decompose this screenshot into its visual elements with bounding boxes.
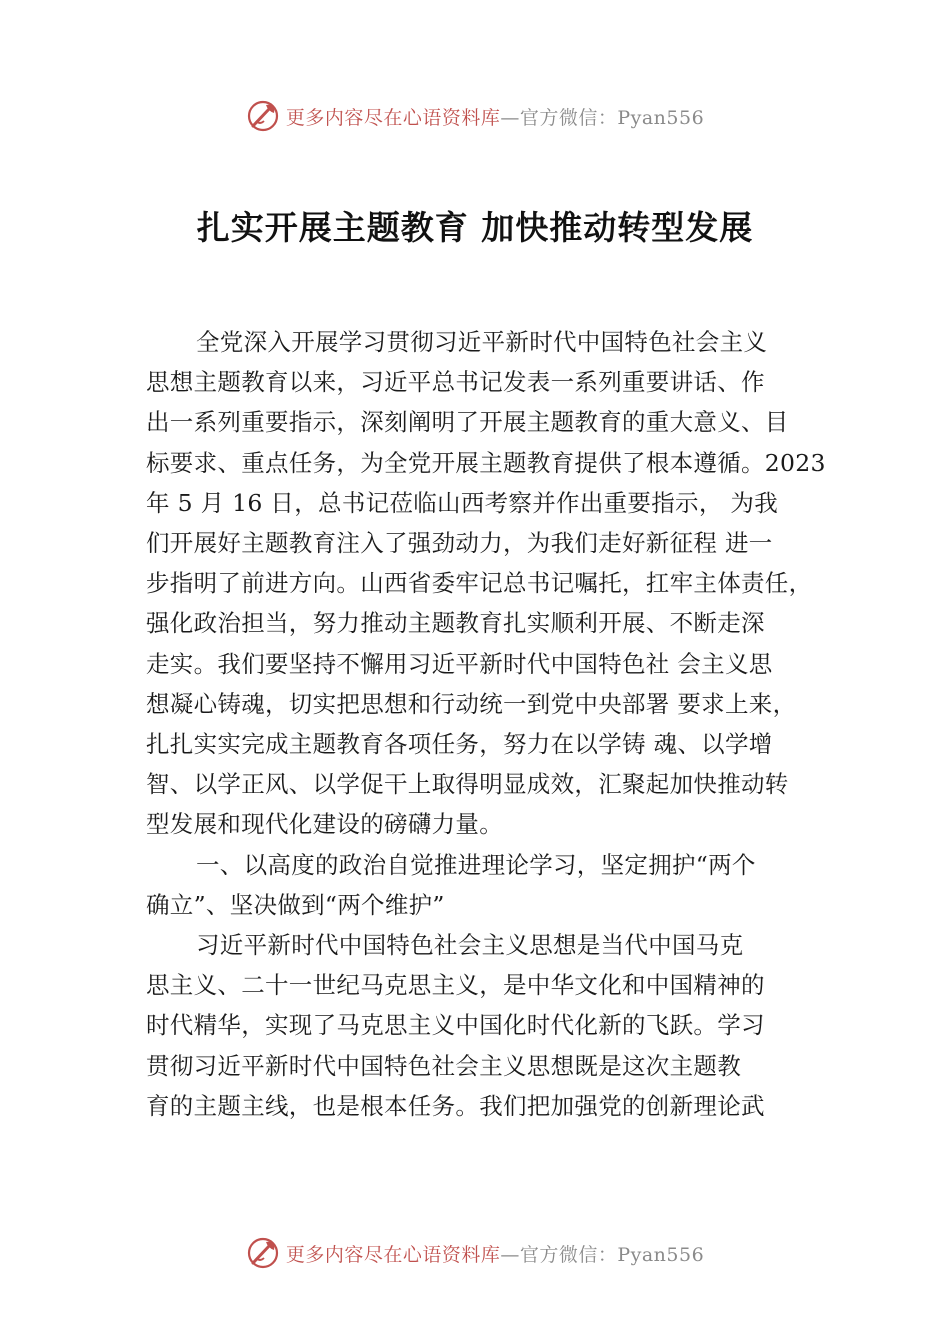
paragraph-line: 习近平新时代中国特色社会主义思想是当代中国马克 [196,931,744,960]
paragraph-line: 们开展好主题教育注入了强劲动力，为我们走好新征程 进一 [146,529,773,558]
paragraph-line: 强化政治担当，努力推动主题教育扎实顺利开展、不断走深 [146,609,765,638]
paragraph-line: 贯彻习近平新时代中国特色社会主义思想既是这次主题教 [146,1051,741,1080]
paragraph-line: 扎扎实实完成主题教育各项任务，努力在以学铸 魂、以学增 [146,730,773,759]
document-body [146,322,846,1126]
paragraph-line: 步指明了前进方向。山西省委牢记总书记嘱托，扛牢主体责任， [146,569,813,598]
footer-watermark [0,1233,950,1273]
section-heading-line: 一、以高度的政治自觉推进理论学习，坚定拥护“两个 [196,850,756,879]
document-title: 扎实开展主题教育 加快推动转型发展 [196,208,754,247]
paragraph-line: 走实。我们要坚持不懈用习近平新时代中国特色社 会主义思 [146,649,773,678]
paragraph-line: 智、以学正风、以学促干上取得明显成效，汇聚起加快推动转 [146,770,789,799]
paragraph-line: 出一系列重要指示，深刻阐明了开展主题教育的重大意义、目 [146,408,789,437]
watermark-text: 更多内容尽在心语资料库—官方微信：Pyan556 [285,106,705,129]
paragraph-line: 思想主题教育以来，习近平总书记发表一系列重要讲话、作 [146,368,765,397]
quill-pen-logo-icon [246,1236,280,1270]
paragraph-line: 思主义、二十一世纪马克思主义，是中华文化和中国精神的 [146,971,765,1000]
paragraph-line: 育的主题主线，也是根本任务。我们把加强党的创新理论武 [146,1091,765,1120]
paragraph-line: 时代精华，实现了马克思主义中国化时代化新的飞跃。学习 [146,1011,765,1040]
watermark-text: 更多内容尽在心语资料库—官方微信：Pyan556 [285,1243,705,1266]
paragraph-line: 年 5 月 16 日，总书记莅临山西考察并作出重要指示， 为我 [146,488,779,517]
section-heading-line: 确立”、坚决做到“两个维护” [146,890,445,919]
paragraph-line: 想凝心铸魂，切实把思想和行动统一到党中央部署 要求上来， [146,689,797,718]
paragraph-line: 标要求、重点任务，为全党开展主题教育提供了根本遵循。2023 [146,448,826,477]
header-watermark [0,96,950,136]
paragraph-line: 全党深入开展学习贯彻习近平新时代中国特色社会主义 [196,328,768,356]
quill-pen-logo-icon [246,99,280,133]
paragraph-line: 型发展和现代化建设的磅礴力量。 [146,810,503,839]
